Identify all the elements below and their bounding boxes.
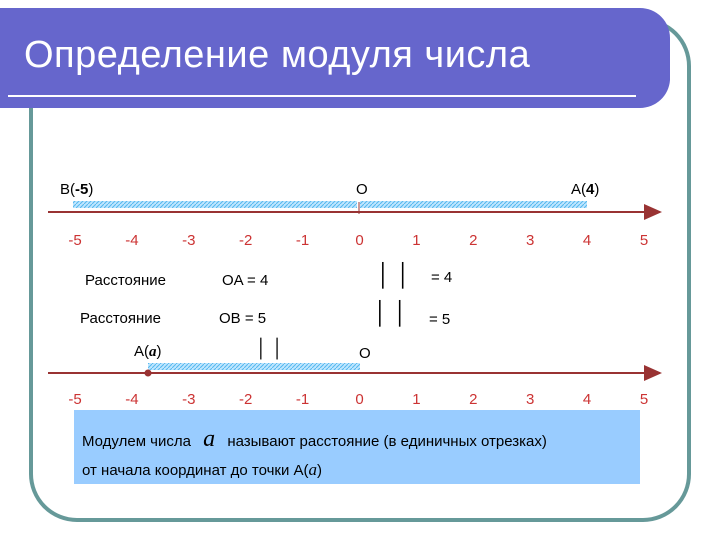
segment-ob bbox=[73, 201, 357, 208]
abs-result-1: = 4 bbox=[431, 269, 453, 286]
abs-result-2: = 5 bbox=[429, 311, 451, 328]
tick-label: 4 bbox=[582, 391, 592, 408]
origin-label-1: O bbox=[356, 181, 368, 198]
point-a-dot bbox=[145, 370, 152, 377]
tick-label: 0 bbox=[355, 391, 364, 408]
distance-word-1: Расстояние bbox=[85, 272, 167, 289]
abs-bars-1: │ │ bbox=[377, 262, 411, 287]
tick-label: -3 bbox=[182, 391, 196, 408]
point-b-label: B(-5) bbox=[60, 181, 94, 198]
distance-expr-oa: OA = 4 bbox=[222, 272, 269, 289]
tick-label: -1 bbox=[295, 232, 310, 249]
origin-label-2: O bbox=[359, 345, 371, 362]
definition-line-2: от начала координат до точки A(a) bbox=[82, 460, 323, 479]
definition-line-1: Модулем числа a называют расстояние (в единичных отрезках) bbox=[82, 426, 547, 452]
tick-label: -2 bbox=[239, 232, 253, 249]
tick-label: 2 bbox=[469, 391, 478, 408]
tick-label: 1 bbox=[412, 391, 421, 408]
tick-label: -5 bbox=[68, 391, 82, 408]
page-title: Определение модуля числа bbox=[24, 34, 531, 76]
tick-label: 5 bbox=[639, 391, 649, 408]
tick-label: -1 bbox=[295, 391, 310, 408]
point-a-var-label: A(a) bbox=[134, 343, 162, 360]
tick-label: -4 bbox=[125, 391, 139, 408]
segment-oa bbox=[360, 201, 587, 208]
abs-bars-3: │ │ bbox=[256, 338, 284, 358]
tick-label: 5 bbox=[639, 232, 649, 249]
definition-box bbox=[74, 410, 640, 484]
tick-label: 0 bbox=[355, 232, 364, 249]
distance-word-2: Расстояние bbox=[80, 310, 162, 327]
tick-label: 1 bbox=[412, 232, 421, 249]
point-a-label: A(4) bbox=[571, 181, 600, 198]
tick-label: -4 bbox=[125, 232, 139, 249]
tick-label: -5 bbox=[68, 232, 82, 249]
tick-label: 4 bbox=[582, 232, 592, 249]
tick-label: 3 bbox=[526, 391, 535, 408]
tick-label: -3 bbox=[182, 232, 196, 249]
tick-label: -2 bbox=[239, 391, 253, 408]
abs-bars-2: │ │ bbox=[374, 300, 408, 325]
distance-expr-ob: OB = 5 bbox=[219, 310, 267, 327]
segment-oa-2 bbox=[148, 363, 360, 370]
tick-label: 2 bbox=[469, 232, 478, 249]
tick-label: 3 bbox=[526, 232, 535, 249]
